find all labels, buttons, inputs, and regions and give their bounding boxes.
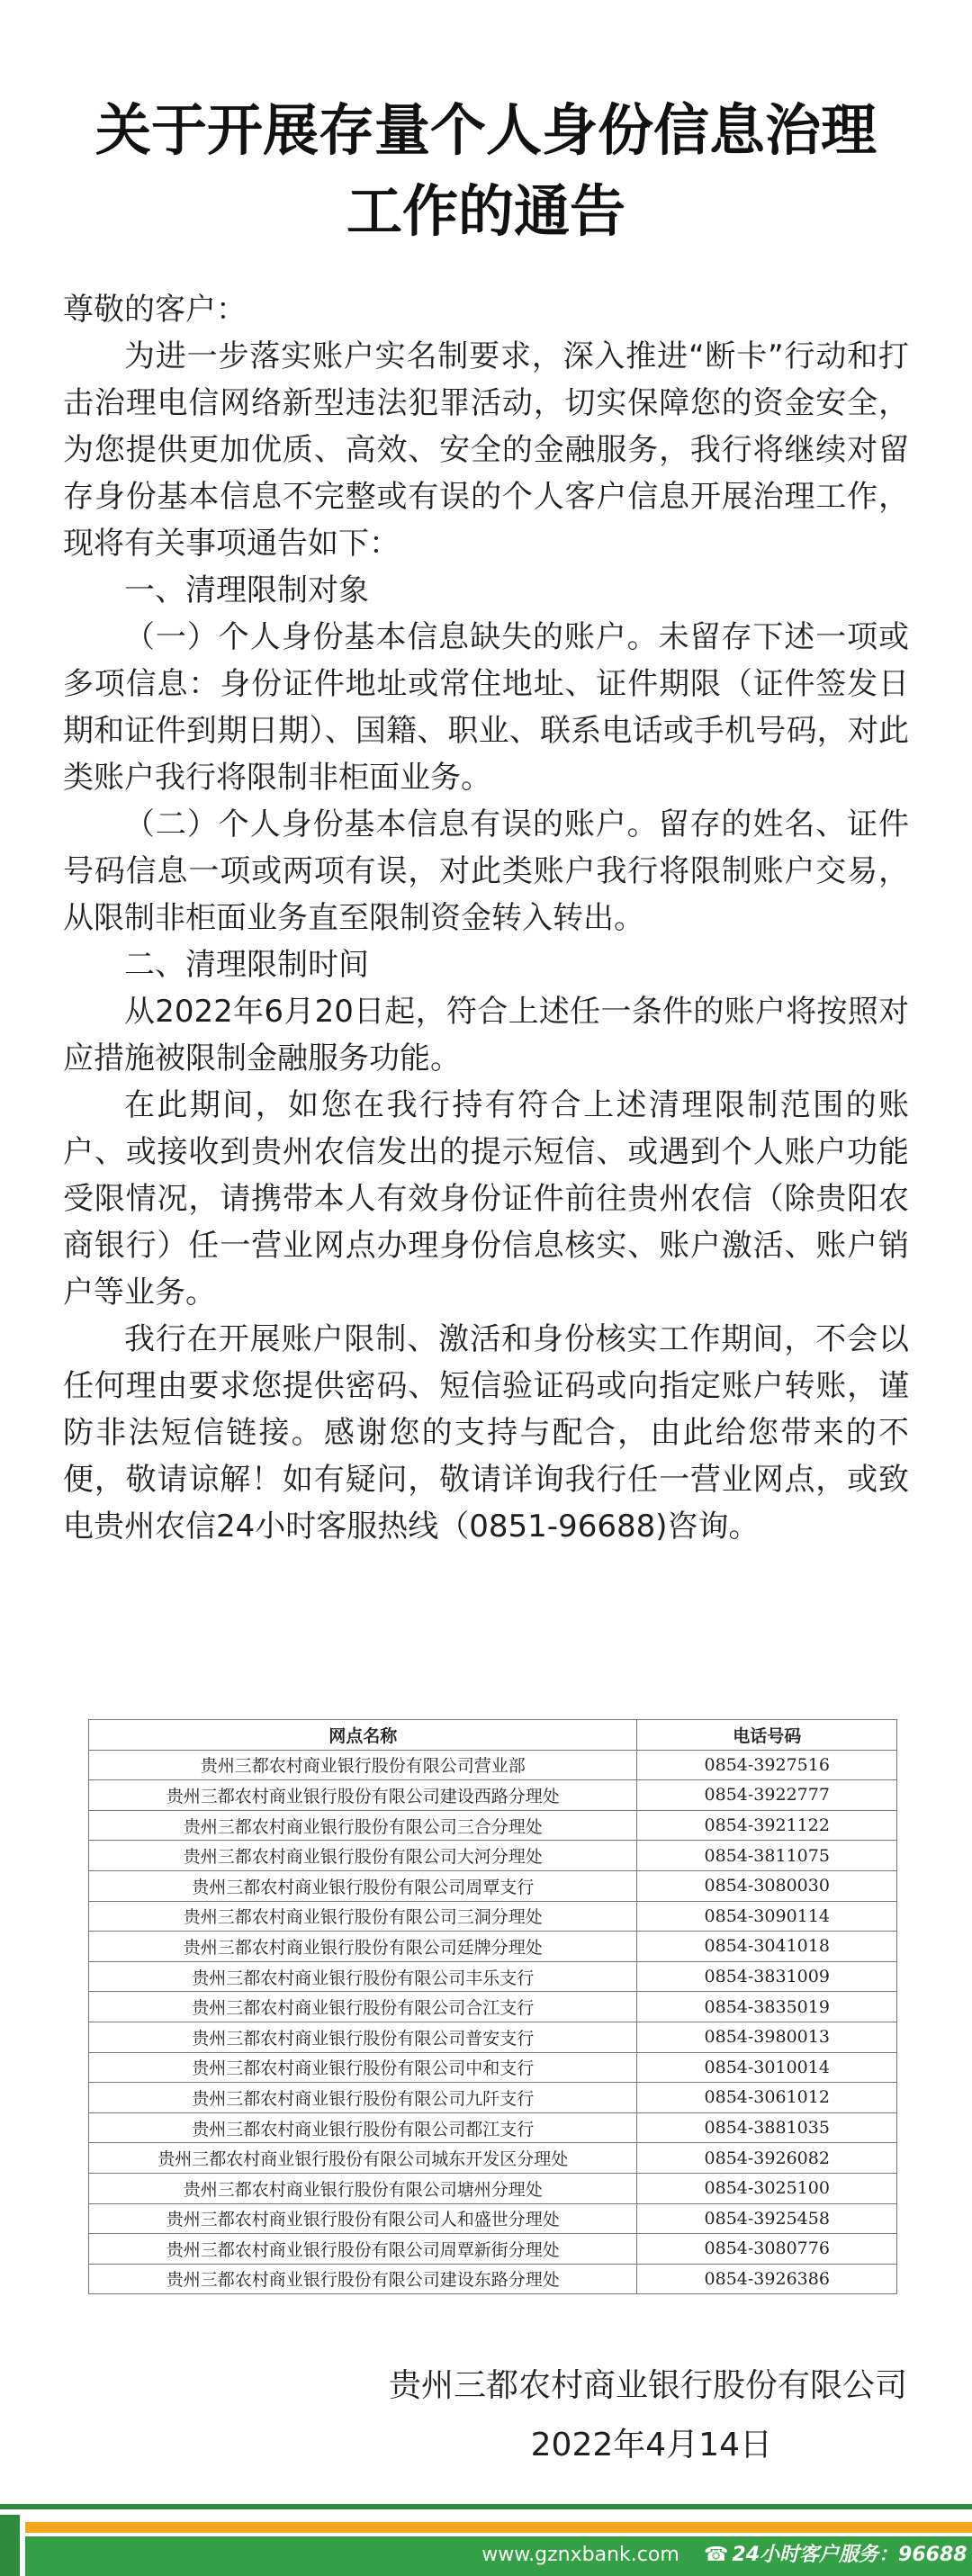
paragraph-during-period: 在此期间，如您在我行持有符合上述清理限制范围的账户、或接收到贵州农信发出的提示短信、或遇到个人账户功能受限情况，请携带本人有效身份证件前往贵州农信（除贵阳农商银行）任一营业网点办理身份信息核实、账户激活、账户销户等业务。 bbox=[63, 1087, 909, 1311]
phone-cell: 0854-3881035 bbox=[637, 2112, 897, 2143]
branch-name-cell: 贵州三都农村商业银行股份有限公司中和支行 bbox=[89, 2052, 637, 2083]
phone-cell: 0854-3090114 bbox=[637, 1901, 897, 1932]
phone-cell: 0854-3980013 bbox=[637, 2022, 897, 2052]
branch-name-cell: 贵州三都农村商业银行股份有限公司普安支行 bbox=[89, 2022, 637, 2052]
branch-name-cell: 贵州三都农村商业银行股份有限公司九阡支行 bbox=[89, 2083, 637, 2113]
branch-name-cell: 贵州三都农村商业银行股份有限公司建设西路分理处 bbox=[89, 1780, 637, 1811]
branch-name-cell: 贵州三都农村商业银行股份有限公司周覃新街分理处 bbox=[89, 2234, 637, 2265]
phone-cell: 0854-3025100 bbox=[637, 2173, 897, 2203]
phone-cell: 0854-3927516 bbox=[637, 1750, 897, 1780]
phone-cell: 0854-3080030 bbox=[637, 1870, 897, 1901]
title-line-1: 关于开展存量个人身份信息治理 bbox=[94, 97, 877, 163]
branch-table bbox=[88, 1719, 897, 2294]
hotline-text: 24小时客户服务：96688 bbox=[732, 2544, 968, 2566]
notice-title bbox=[36, 90, 936, 252]
paragraph-missing-info: （一）个人身份基本信息缺失的账户。未留存下述一项或多项信息：身份证件地址或常住地址、证件期限（证件签发日期和证件到期日期）、国籍、职业、联系电话或手机号码，对此类账户我行将限制非柜面业务。 bbox=[63, 619, 909, 796]
branch-name-cell: 贵州三都农村商业银行股份有限公司廷牌分理处 bbox=[89, 1932, 637, 1962]
phone-cell: 0854-3811075 bbox=[637, 1841, 897, 1871]
table-row bbox=[89, 1961, 897, 1992]
paragraph-security-warning: 我行在开展账户限制、激活和身份核实工作期间，不会以任何理由要求您提供密码、短信验证码或向指定账户转账，谨防非法短信链接。感谢您的支持与配合，由此给您带来的不便，敬请谅解！如有疑问，敬请详询我行任一营业网点，或致电贵州农信24小时客服热线（0851-96688)咨询。 bbox=[63, 1321, 909, 1545]
table-row bbox=[89, 1932, 897, 1962]
branch-name-cell: 贵州三都农村商业银行股份有限公司塘州分理处 bbox=[89, 2173, 637, 2203]
table-row bbox=[89, 2173, 897, 2203]
branch-name-cell: 贵州三都农村商业银行股份有限公司都江支行 bbox=[89, 2112, 637, 2143]
section-heading-targets: 一、清理限制对象 bbox=[124, 572, 369, 608]
table-row bbox=[89, 1810, 897, 1841]
branch-name-cell: 贵州三都农村商业银行股份有限公司三合分理处 bbox=[89, 1810, 637, 1841]
paragraph-start-date: 从2022年6月20日起，符合上述任一条件的账户将按照对应措施被限制金融服务功能。 bbox=[63, 994, 909, 1076]
table-row bbox=[89, 2234, 897, 2265]
signature-org: 贵州三都农村商业银行股份有限公司 bbox=[388, 2367, 907, 2404]
table-row bbox=[89, 2052, 897, 2083]
table-row bbox=[89, 1870, 897, 1901]
table-header-row bbox=[89, 1720, 897, 1751]
footer-green-line bbox=[0, 2504, 972, 2509]
phone-cell: 0854-3080776 bbox=[637, 2234, 897, 2265]
phone-cell: 0854-3061012 bbox=[637, 2083, 897, 2113]
table-row bbox=[89, 2203, 897, 2234]
phone-cell: 0854-3010014 bbox=[637, 2052, 897, 2083]
table-row bbox=[89, 2143, 897, 2174]
phone-icon: ☎ bbox=[704, 2544, 729, 2566]
paragraph-wrong-info: （二）个人身份基本信息有误的账户。留存的姓名、证件号码信息一项或两项有误，对此类账户我行将限制账户交易，从限制非柜面业务直至限制资金转入转出。 bbox=[63, 806, 909, 936]
table-row bbox=[89, 1841, 897, 1871]
branch-name-cell: 贵州三都农村商业银行股份有限公司人和盛世分理处 bbox=[89, 2203, 637, 2234]
branch-name-cell: 贵州三都农村商业银行股份有限公司周覃支行 bbox=[89, 1870, 637, 1901]
table-row bbox=[89, 2112, 897, 2143]
table-row bbox=[89, 1750, 897, 1780]
table-row bbox=[89, 1901, 897, 1932]
signature-date: 2022年4月14日 bbox=[530, 2427, 772, 2463]
phone-cell: 0854-3925458 bbox=[637, 2203, 897, 2234]
branch-name-cell: 贵州三都农村商业银行股份有限公司建设东路分理处 bbox=[89, 2264, 637, 2294]
title-line-2: 工作的通告 bbox=[346, 178, 626, 244]
phone-cell: 0854-3926082 bbox=[637, 2143, 897, 2174]
branch-name-cell: 贵州三都农村商业银行股份有限公司营业部 bbox=[89, 1750, 637, 1780]
paragraph-intro: 为进一步落实账户实名制要求，深入推进“断卡”行动和打击治理电信网络新型违法犯罪活动，切实保障您的资金安全，为您提供更加优质、高效、安全的金融服务，我行将继续对留存身份基本信息不完整或有误的个人客户信息开展治理工作，现将有关事项通告如下： bbox=[63, 338, 909, 562]
branch-name-cell: 贵州三都农村商业银行股份有限公司三洞分理处 bbox=[89, 1901, 637, 1932]
branch-name-cell: 贵州三都农村商业银行股份有限公司合江支行 bbox=[89, 1992, 637, 2022]
section-heading-time: 二、清理限制时间 bbox=[124, 947, 369, 983]
footer-website: www.gznxbank.com bbox=[482, 2544, 680, 2566]
header-phone: 电话号码 bbox=[637, 1720, 897, 1751]
phone-cell: 0854-3921122 bbox=[637, 1810, 897, 1841]
greeting: 尊敬的客户： bbox=[63, 292, 247, 328]
table-row bbox=[89, 1780, 897, 1811]
footer-orange-stripe bbox=[25, 2522, 972, 2533]
footer-green-block bbox=[0, 2515, 20, 2576]
table-row bbox=[89, 2022, 897, 2052]
phone-cell: 0854-3831009 bbox=[637, 1961, 897, 1992]
footer-banner bbox=[0, 2504, 972, 2576]
table-row bbox=[89, 1992, 897, 2022]
phone-cell: 0854-3835019 bbox=[637, 1992, 897, 2022]
signature-block bbox=[389, 2356, 907, 2475]
phone-cell: 0854-3041018 bbox=[637, 1932, 897, 1962]
branch-name-cell: 贵州三都农村商业银行股份有限公司城东开发区分理处 bbox=[89, 2143, 637, 2174]
branch-name-cell: 贵州三都农村商业银行股份有限公司丰乐支行 bbox=[89, 1961, 637, 1992]
phone-cell: 0854-3922777 bbox=[637, 1780, 897, 1811]
notice-body bbox=[63, 286, 909, 1550]
table-row bbox=[89, 2264, 897, 2294]
branch-name-cell: 贵州三都农村商业银行股份有限公司大河分理处 bbox=[89, 1841, 637, 1871]
table-body bbox=[89, 1750, 897, 2294]
table-row bbox=[89, 2083, 897, 2113]
header-branch-name: 网点名称 bbox=[89, 1720, 637, 1751]
footer-hotline bbox=[704, 2540, 968, 2571]
phone-cell: 0854-3926386 bbox=[637, 2264, 897, 2294]
